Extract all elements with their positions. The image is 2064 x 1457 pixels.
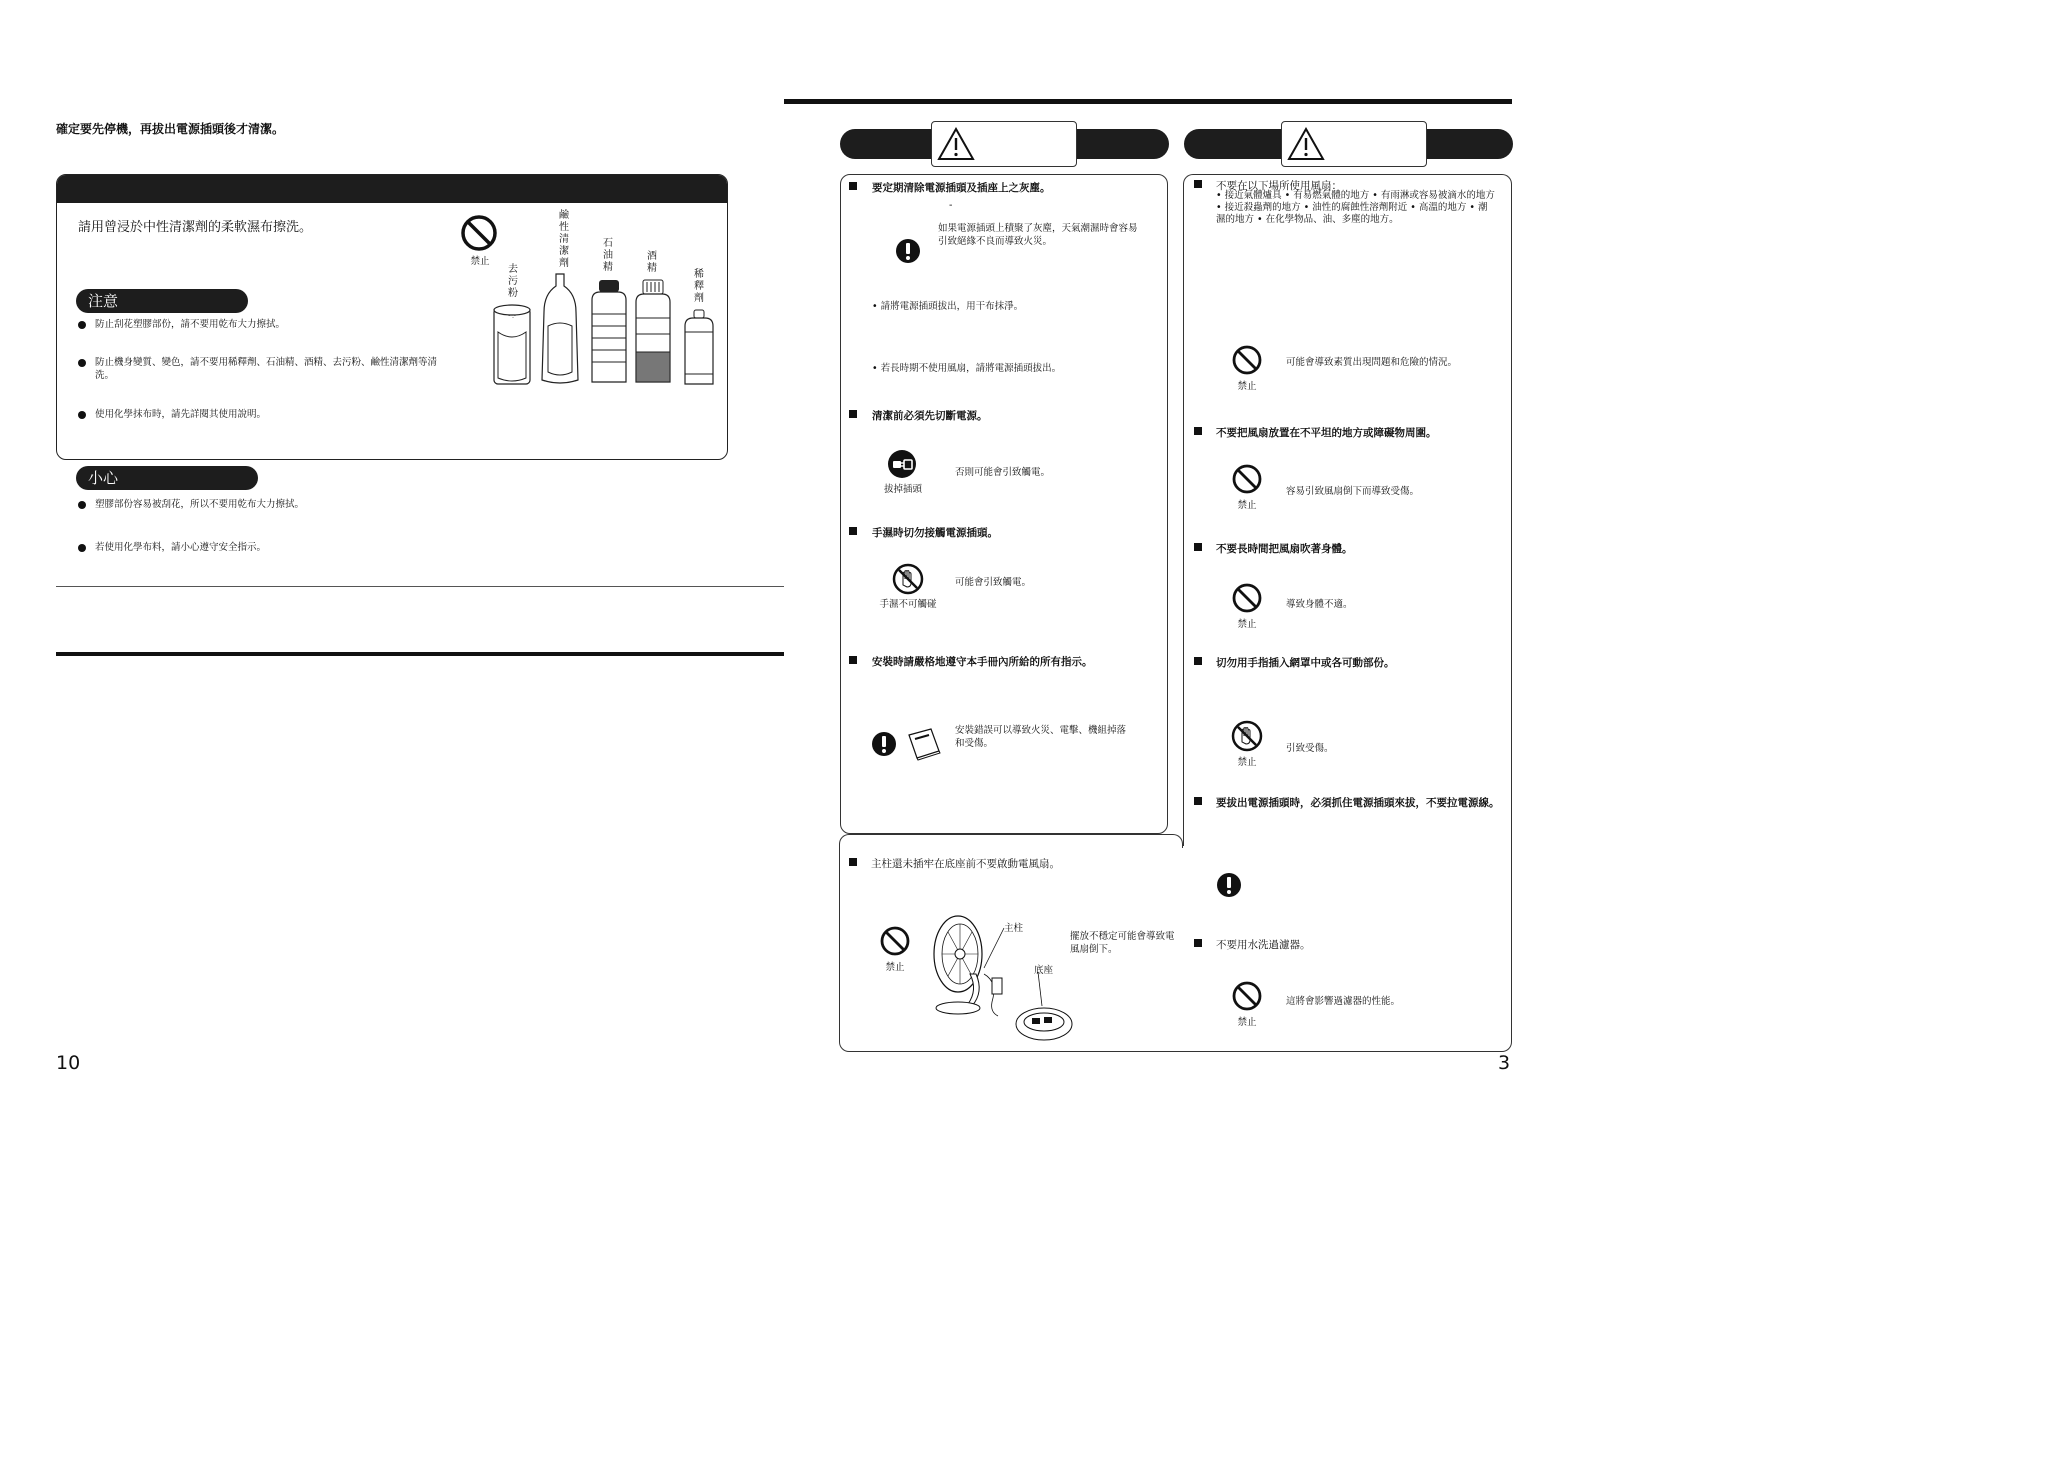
section-heading: 主柱還未插牢在底座前不要啟動電風扇。	[871, 858, 1060, 870]
prohibition-icon	[879, 925, 911, 957]
fan-illustration	[928, 912, 1078, 1048]
prohibition-icon	[1231, 344, 1263, 376]
careful-bullet	[78, 544, 86, 552]
product-label-alcohol: 酒精	[647, 251, 657, 274]
product-label-powder: 去污粉	[508, 264, 518, 299]
section-heading: 切勿用手指插入網罩中或各可動部份。	[1216, 657, 1395, 669]
warning-triangle-icon	[1286, 126, 1326, 162]
section-note: 容易引致風扇倒下而導致受傷。	[1286, 486, 1420, 497]
section-heading: 安裝時請嚴格地遵守本手冊內所給的所有指示。	[872, 656, 1093, 668]
mandatory-exclamation-icon	[871, 731, 897, 757]
caution-title: 注意	[76, 289, 248, 313]
manual-book-icon	[905, 727, 943, 761]
section-bullet: • 請將電源插頭拔出，用干布抹淨。	[872, 301, 1024, 312]
bottle-icon	[634, 278, 672, 386]
product-label-alkaline: 鹼性清潔劑	[559, 210, 569, 269]
warning-label-box	[931, 121, 1077, 167]
section-note: 如果電源插頭上積聚了灰塵，天氣潮濕時會容易引致絕緣不良而導致火災。	[938, 223, 1138, 247]
caution-item: 使用化學抹布時，請先詳閱其使用說明。	[95, 409, 267, 420]
caution-bullet	[78, 411, 86, 419]
product-label-benzine: 石油精	[603, 238, 613, 273]
dash-mark: -	[949, 200, 953, 211]
unplug-icon	[887, 449, 917, 479]
no-finger-insert-icon	[1231, 720, 1263, 752]
section-square	[1194, 657, 1202, 665]
cleaning-box-header-bar	[57, 175, 727, 203]
section-heading: 要拔出電源插頭時，必須抓住電源插頭來拔，不要拉電源線。	[1216, 797, 1500, 809]
section-note: 否則可能會引致觸電。	[955, 467, 1051, 478]
bottle-icon	[590, 278, 628, 386]
intro-text: 確定要先停機，再拔出電源插頭後才清潔。	[56, 122, 285, 136]
section-heading: 手濕時切勿接觸電源插頭。	[872, 527, 998, 539]
section-heading: 不要在以下場所使用風扇：	[1216, 180, 1342, 192]
careful-item: 塑膠部份容易被刮花，所以不要用乾布大力擦拭。	[95, 499, 305, 510]
section-heading: 要定期清除電源插頭及插座上之灰塵。	[872, 182, 1051, 194]
part-label-base: 底座	[1034, 965, 1054, 976]
bottle-icon	[492, 302, 532, 386]
section-bullet: • 若長時期不使用風扇，請將電源插頭拔出。	[872, 363, 1062, 374]
section-heading: 不要把風扇放置在不平坦的地方或障礙物周圍。	[1216, 427, 1437, 439]
bottom-section-top-left	[839, 834, 1183, 848]
section-square	[1194, 427, 1202, 435]
section-square	[1194, 543, 1202, 551]
caution-item: 防止機身變質、變色，請不要用稀釋劑、石油精、酒精、去污粉、鹼性清潔劑等清洗。	[95, 357, 438, 381]
icon-label: 禁止	[1237, 619, 1257, 630]
icon-label: 禁止	[1237, 1017, 1257, 1028]
section-square	[1194, 939, 1202, 947]
divider-line	[56, 586, 784, 587]
section-square	[849, 858, 857, 866]
prohibition-icon	[1231, 582, 1263, 614]
page-number-right: 3	[1498, 1052, 1511, 1074]
section-note: 導致身體不適。	[1286, 599, 1353, 610]
icon-label: 禁止	[1237, 757, 1257, 768]
svg-text:· :·: · :·	[508, 313, 516, 320]
section-sub: • 接近氣體爐具 • 有易燃氣體的地方 • 有雨淋或容易被滴水的地方 • 接近殺蟲劑的地方 • 油性的腐蝕性溶劑附近 • 高溫的地方 • 潮濕的地方 • 在化學物品、油、多塵的地方。	[1216, 190, 1495, 225]
page-number-left: 10	[56, 1052, 81, 1074]
prohibition-icon	[1231, 463, 1263, 495]
bottle-icon	[683, 308, 715, 386]
cleaning-instruction: 請用曾浸於中性清潔劑的柔軟濕布擦洗。	[78, 220, 313, 235]
icon-label: 禁止	[885, 962, 905, 973]
bullet-text: 若長時期不使用風扇，請將電源插頭拔出。	[880, 363, 1062, 374]
careful-bullet	[78, 501, 86, 509]
caution-item: 防止刮花塑膠部份，請不要用乾布大力擦拭。	[95, 319, 286, 330]
section-note: 擺放不穩定可能會導致電風扇倒下。	[1070, 931, 1175, 955]
icon-label: 手濕不可觸碰	[879, 599, 937, 610]
product-label-thinner: 稀釋劑	[694, 269, 704, 304]
section-square	[849, 527, 857, 535]
divider-thick	[56, 652, 784, 656]
bottle-icon	[540, 272, 580, 386]
prohibit-label: 禁止	[470, 256, 490, 267]
no-wet-hand-icon	[892, 563, 924, 595]
prohibition-icon	[460, 214, 498, 252]
section-square	[1194, 797, 1202, 805]
section-square	[1194, 180, 1202, 188]
section-square	[849, 182, 857, 190]
section-square	[849, 656, 857, 664]
careful-title: 小心	[76, 466, 258, 490]
caution-label-box	[1281, 121, 1427, 167]
mandatory-exclamation-icon	[895, 238, 921, 264]
careful-item: 若使用化學布料，請小心遵守安全指示。	[95, 542, 267, 553]
section-note: 安裝錯誤可以導致火災、電擊、機組掉落和受傷。	[955, 725, 1127, 749]
caution-bullet	[78, 321, 86, 329]
section-heading: 不要長時間把風扇吹著身體。	[1216, 543, 1353, 555]
section-note: 可能會導致素質出現問題和危險的情況。	[1286, 357, 1458, 368]
icon-label: 拔掉插頭	[883, 484, 922, 495]
prohibition-icon	[1231, 980, 1263, 1012]
section-note: 可能會引致觸電。	[955, 577, 1032, 588]
caution-bullet	[78, 359, 86, 367]
section-heading: 不要用水洗過濾器。	[1216, 939, 1311, 951]
warning-triangle-icon	[936, 126, 976, 162]
section-heading: 清潔前必須先切斷電源。	[872, 410, 988, 422]
top-rule	[784, 99, 1512, 104]
part-label-pole: 主柱	[1004, 923, 1024, 934]
icon-label: 禁止	[1237, 381, 1257, 392]
section-note: 引致受傷。	[1286, 743, 1334, 754]
section-square	[849, 410, 857, 418]
bullet-text: 請將電源插頭拔出，用干布抹淨。	[880, 301, 1024, 312]
icon-label: 禁止	[1237, 500, 1257, 511]
mandatory-exclamation-icon	[1216, 872, 1242, 898]
section-note: 這將會影響過濾器的性能。	[1286, 996, 1401, 1007]
